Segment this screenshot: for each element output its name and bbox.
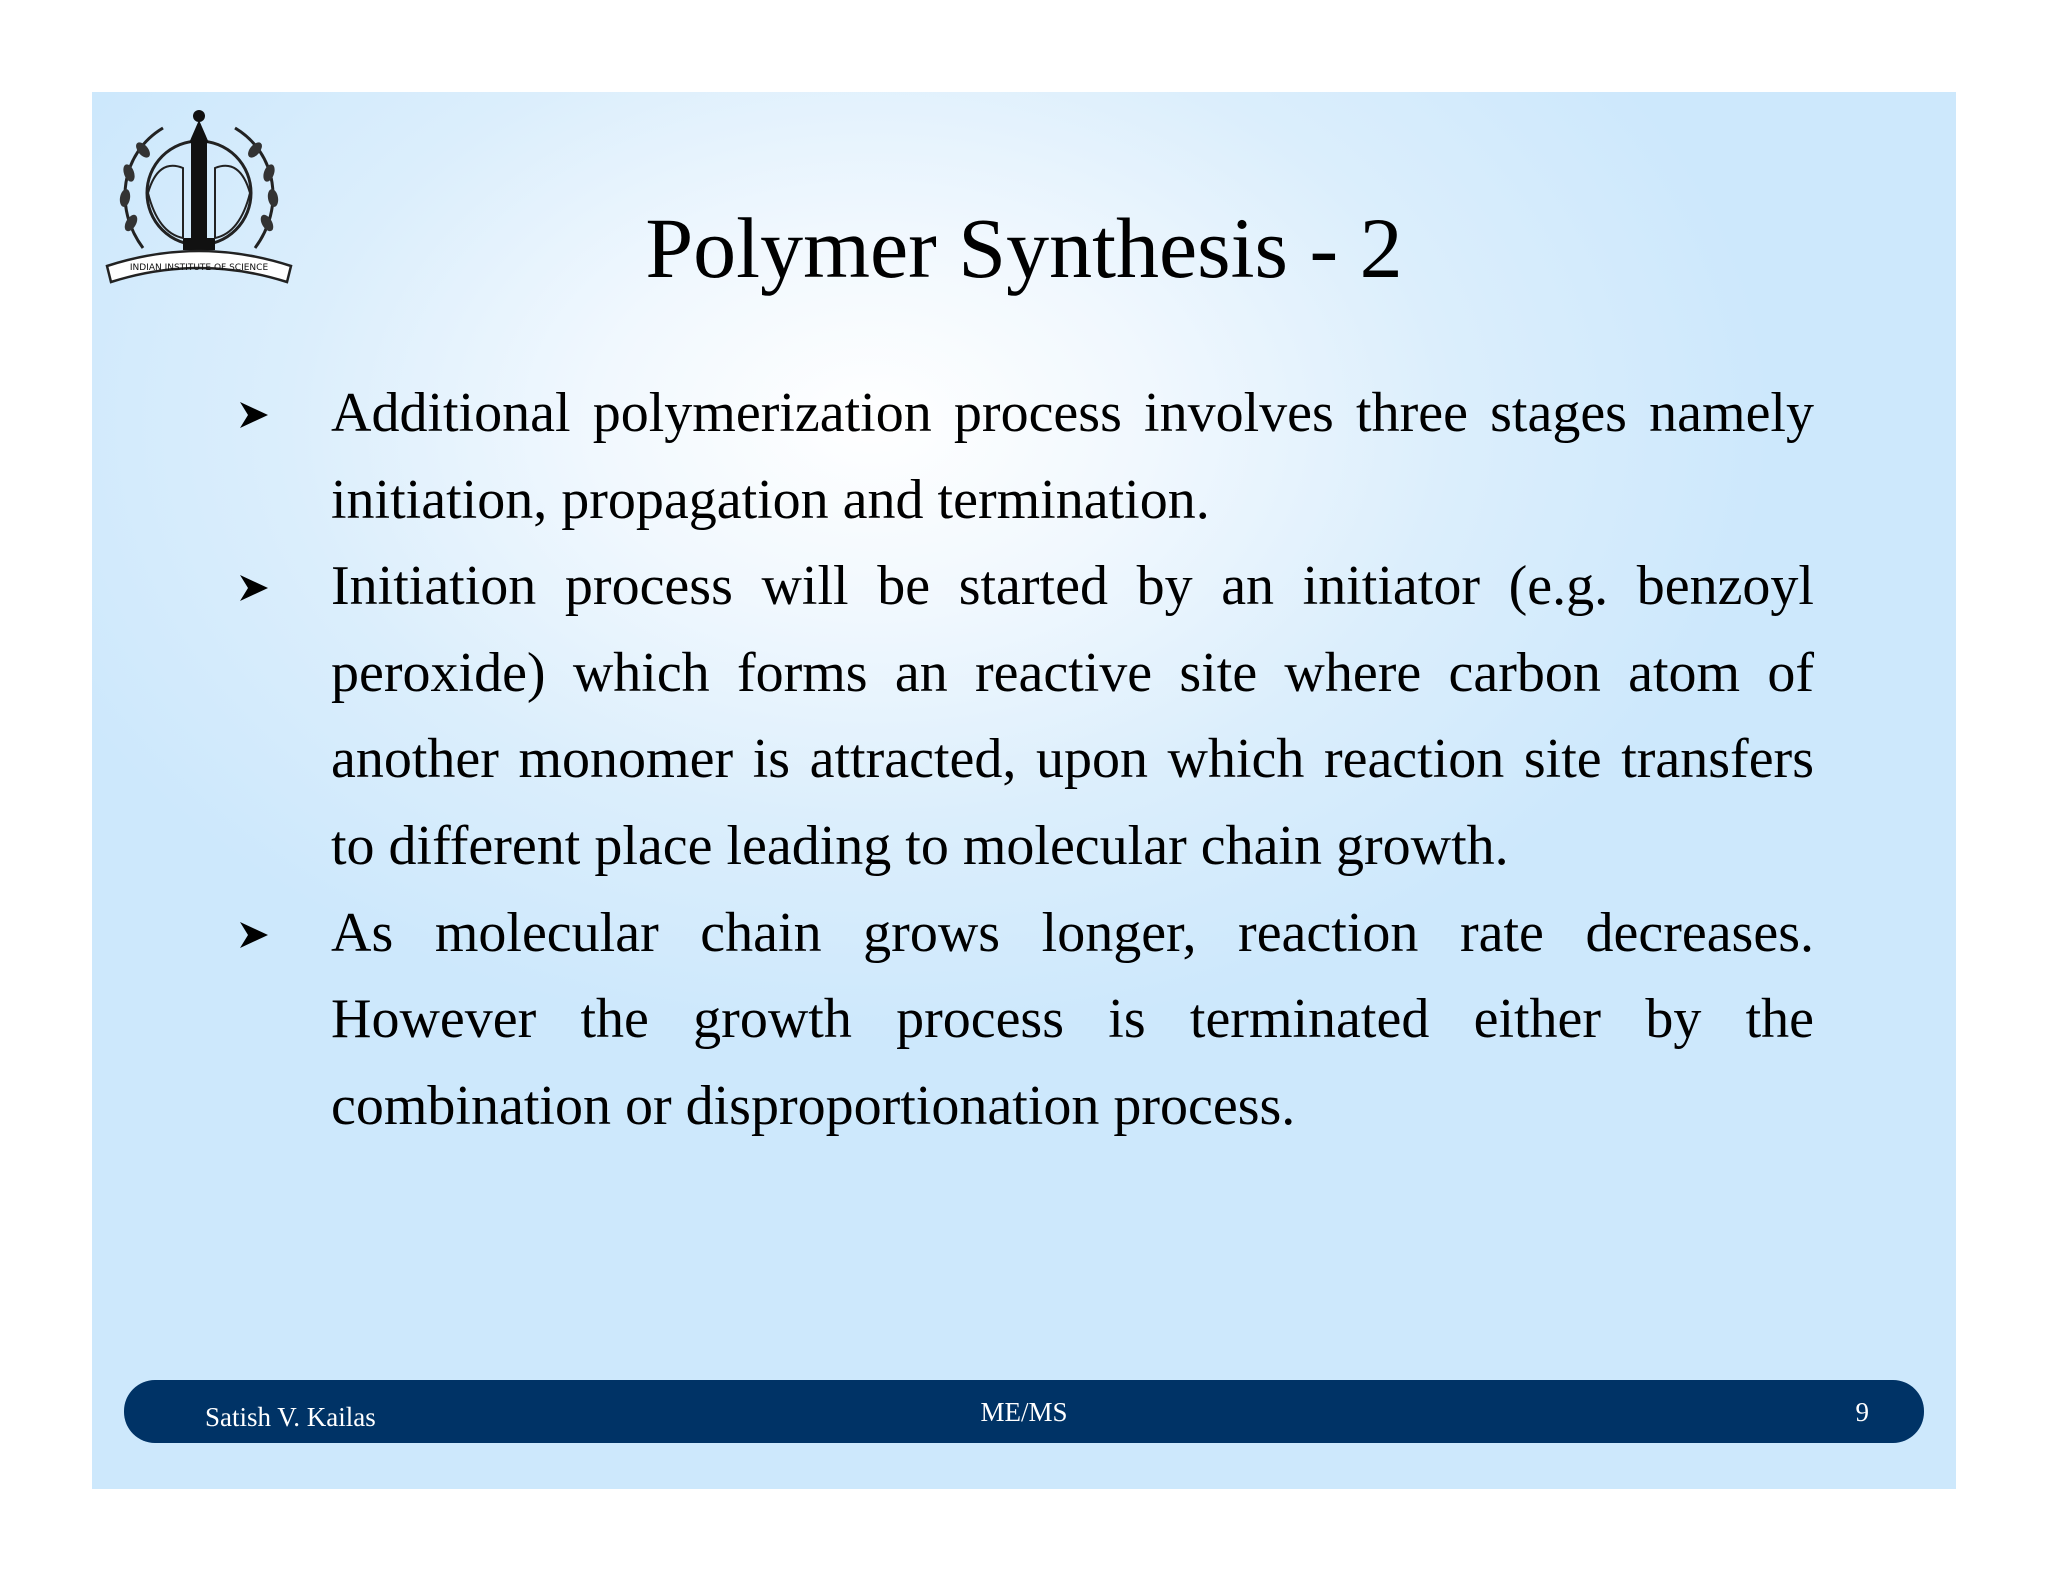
bullet-item-2 xyxy=(238,543,1814,889)
arrowhead-bullet-icon xyxy=(238,573,270,603)
footer-bar xyxy=(124,1380,1924,1443)
bullet-text-1: Additional polymerization process involves three stages namely initiation, propagation and termination. xyxy=(331,382,1814,531)
footer-page-number: 9 xyxy=(1855,1397,1869,1427)
seal-ribbon-text: INDIAN INSTITUTE OF SCIENCE xyxy=(129,263,269,273)
arrowhead-bullet-icon xyxy=(238,920,270,950)
slide-title: Polymer Synthesis - 2 xyxy=(645,200,1403,296)
footer-author: Satish V. Kailas xyxy=(205,1402,376,1432)
bullet-text-2: Initiation process will be started by an initiator (e.g. benzoyl peroxide) which forms an reactive site where carbon atom of another monomer is attracted, upon which reaction site transfers to different place leading to molecular chain growth. xyxy=(331,555,1814,877)
footer-course: ME/MS xyxy=(980,1397,1068,1427)
arrowhead-bullet-icon xyxy=(238,400,270,430)
bullet-list xyxy=(238,370,1814,1149)
bullet-item-1 xyxy=(238,370,1814,543)
bullet-item-3 xyxy=(238,890,1814,1150)
bullet-text-3: As molecular chain grows longer, reaction rate decreases. However the growth process is terminated either by the combination or disproportionation process. xyxy=(331,901,1814,1137)
